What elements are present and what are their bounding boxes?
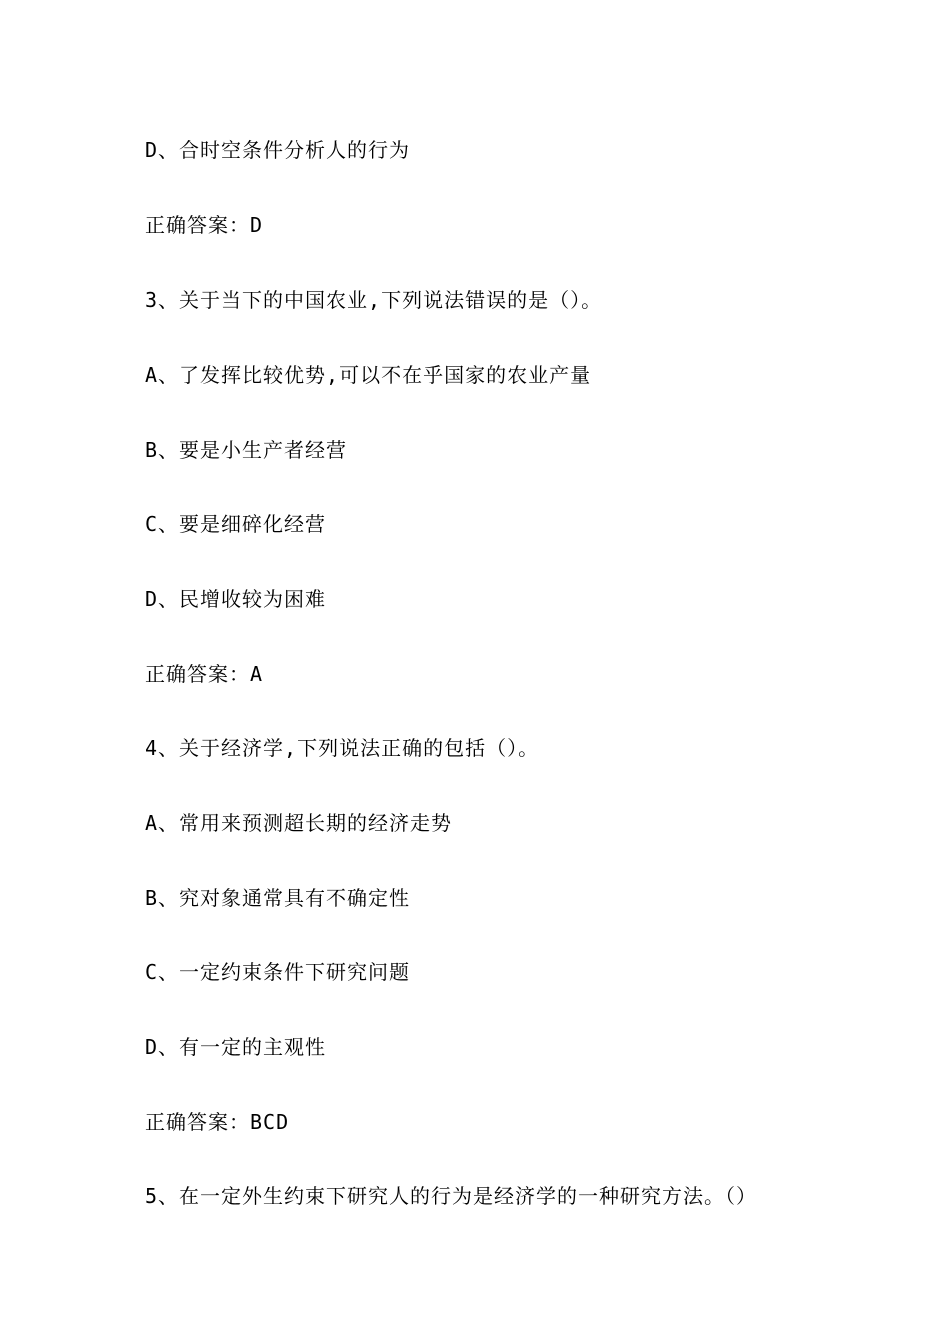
option-c-q3: C、要是细碎化经营 bbox=[145, 512, 327, 536]
question-5: 5、在一定外生约束下研究人的行为是经济学的一种研究方法。（） bbox=[145, 1184, 758, 1208]
answer-q2: 正确答案：D bbox=[145, 213, 264, 237]
question-4: 4、关于经济学,下列说法正确的包括（）。 bbox=[145, 736, 540, 760]
option-d-q4: D、有一定的主观性 bbox=[145, 1035, 327, 1059]
option-d-q3: D、民增收较为困难 bbox=[145, 587, 327, 611]
option-a-q4: A、常用来预测超长期的经济走势 bbox=[145, 811, 453, 835]
option-c-q4: C、一定约束条件下研究问题 bbox=[145, 960, 411, 984]
answer-q4: 正确答案：BCD bbox=[145, 1110, 290, 1134]
option-a-q3: A、了发挥比较优势,可以不在乎国家的农业产量 bbox=[145, 363, 592, 387]
option-b-q3: B、要是小生产者经营 bbox=[145, 438, 348, 462]
option-b-q4: B、究对象通常具有不确定性 bbox=[145, 886, 411, 910]
question-3: 3、关于当下的中国农业,下列说法错误的是（）。 bbox=[145, 288, 603, 312]
answer-q3: 正确答案：A bbox=[145, 662, 264, 686]
option-d-q2: D、合时空条件分析人的行为 bbox=[145, 138, 411, 162]
